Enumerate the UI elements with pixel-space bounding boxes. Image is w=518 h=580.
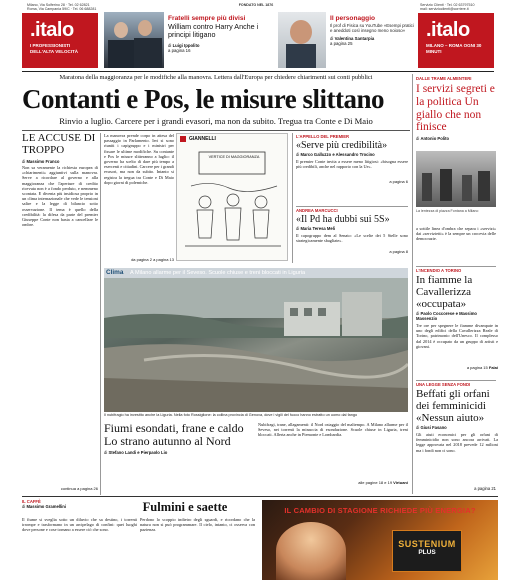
divider xyxy=(416,380,496,381)
clima-story[interactable] xyxy=(104,422,256,455)
article-premier[interactable] xyxy=(296,134,408,184)
service-email: mail: servizioclienti@corriere.it xyxy=(420,7,469,12)
section-page-author: Falai xyxy=(488,365,498,370)
section-page: a pagina 8 xyxy=(389,249,408,254)
sidebar-author: Antonio Polito xyxy=(420,136,450,142)
address-line-2: Roma, Via Campania 59/C · Tel. 06 688281 xyxy=(27,7,97,12)
ad-headline: IL CAMBIO DI STAGIONE RICHIEDE PIÙ ENERGIA? xyxy=(284,506,476,515)
divider xyxy=(22,130,410,131)
figure-shape xyxy=(422,173,432,201)
teaser-byline-prefix: di xyxy=(168,42,172,48)
teaser-author: Luigi Ippolito xyxy=(172,42,200,48)
clima-body: Nubifragi, trane, allagamenti: il Nord ostaggio del maltempo. A Milano allarme per il Seveso, nei torrenti la minaccia di esondazione. Scuole chiuse in Liguria, treni bloccati. Allerta anche in Piemonte e Lombardia. xyxy=(258,422,408,438)
section-body: Il premier Conte invita a essere meno litigiosi: «bisogna essere più credibili, anche nel rapporto con la Ue». xyxy=(296,159,408,170)
sidebar-label: DALLE TRAME ALMENTERI xyxy=(416,76,472,81)
sidebar-photo-caption: La lentezza di piazza Fontana a Milano xyxy=(416,209,479,213)
section-title: In fiamme la Cavallerizza «occupata» xyxy=(416,274,473,310)
byline-prefix: di xyxy=(22,504,26,509)
caffe-label: IL CAFFÈ xyxy=(22,499,41,504)
section-page: a pagina 6 xyxy=(389,179,408,184)
ad-product-box xyxy=(392,530,462,572)
face-shape xyxy=(138,20,152,36)
shirt-shape xyxy=(286,44,316,68)
teaser-author: Valentina Santarpia xyxy=(334,35,375,41)
editorial-body: Non sa veramente la richiesta europea di «chiarimenti» aggiuntivi sulla manovra. Serve a ricordare al governo e alla maggioranza che l'aperture di credito ricevuta non è a fondo perduto, e nemmeno scontata. E diventa più insidiosa proprio in un clima internazionale che vede le tensioni salire e la legge di bilancio sotto osservazione. Il tema è quello della credibilità: la difesa da parte del premier Giuseppe Conte non basta a cancellare le ombre. xyxy=(22,165,98,228)
editorial-page: continua a pagina 26 xyxy=(60,486,98,491)
byline-prefix: di xyxy=(416,136,420,142)
page-reference: a pagina 21 xyxy=(474,486,496,491)
section-body: Il capogruppo dem al Senato: «Le scelte dei 5 Stelle sono strategicamente sbagliate». xyxy=(296,233,408,244)
section-title: Beffati gli orfani dei femminicidi «Nessun aiuto» xyxy=(416,388,490,424)
ad-product-sub: PLUS xyxy=(418,549,436,556)
clima-authors: Stefano Landi e Pierpaolo Lio xyxy=(108,449,168,455)
clima-page-author: Virtuani xyxy=(393,480,408,485)
sustenium-ad[interactable] xyxy=(262,500,498,580)
sidebar-cavallerizza[interactable] xyxy=(416,268,498,370)
sidebar-orfani[interactable] xyxy=(416,382,498,482)
section-authors: Paolo Coccorese e Massimo Massenzio xyxy=(416,311,477,321)
clima-headline: A Milano allarme per il Seveso. Scuole chiuse e treni bloccati in Liguria xyxy=(130,269,306,276)
italo-ad-left[interactable] xyxy=(22,13,98,68)
lead-article-page: da pagina 2 a pagina 13 xyxy=(131,257,174,262)
caffe-body-left: Il fiume si sveglia sotto un diluvio che sa destino, i torrenti irrompe e trasformano in un arcipelago di confini: quei luoghi dove persone e cose tornano a essere ciò che sono. xyxy=(22,517,137,533)
teaser-princes[interactable] xyxy=(168,15,272,53)
section-author: Giusi Fasano xyxy=(420,425,447,430)
teaser-kicker: Fratelli sempre più divisi xyxy=(168,15,246,22)
byline-prefix: di xyxy=(296,226,300,231)
teaser-kicker: Il personaggio xyxy=(330,15,376,22)
section-title: «Il Pd ha dubbi sui 5S» xyxy=(296,214,390,225)
teaser-professor[interactable] xyxy=(330,15,416,46)
teaser-page: a pagina 16 xyxy=(168,47,191,53)
teaser-text: Il prof di Fisica su YouTube «Esempi pratici e aneddoti così insegno meno noioso» xyxy=(330,23,414,34)
face-shape xyxy=(114,22,128,38)
teaser-photo-professor xyxy=(278,12,326,68)
founded-line: FONDATO NEL 1876 xyxy=(238,3,274,7)
service-phone: Servizio Clienti · Tel. 02 63797510 xyxy=(420,3,475,7)
main-subhead: Rinvio a luglio. Carcere per i grandi evasori, ma non da subito. Tregua tra Conte e Di Maio xyxy=(59,116,373,126)
sidebar-body: a sottile linea d'ombra che separa i «servizi» dai «servizietti» è la sempre un crocevia delle democrazie. xyxy=(416,226,496,242)
italo-tagline: MILANO – ROMA OGNI 30 MINUTI xyxy=(426,43,482,54)
section-page: a pagina 15 xyxy=(466,365,488,370)
italo-logo: .italo xyxy=(426,19,470,41)
teaser-photo-princes xyxy=(104,12,164,68)
byline-prefix: di xyxy=(22,159,26,164)
cartoon-icon xyxy=(180,136,186,142)
masthead-service-right xyxy=(420,3,515,12)
clima-bar xyxy=(104,268,408,278)
section-author: Maria Teresa Meli xyxy=(300,226,336,231)
italo-tagline: I PROFESSIONISTI DELL'ALTA VELOCITÀ xyxy=(30,43,78,54)
section-label: L'APPELLO DEL PREMIER xyxy=(296,134,350,139)
suit-shape xyxy=(134,38,162,68)
teaser-page: a pagina 25 xyxy=(330,40,353,46)
figure-shape xyxy=(478,171,490,201)
divider xyxy=(22,71,494,72)
sidebar-photo-piazza xyxy=(416,151,496,207)
clima-kicker: Clima xyxy=(106,269,124,276)
divider xyxy=(416,266,496,267)
italo-logo: .italo xyxy=(30,19,74,41)
section-body: Gli aiuti economici per gli orfani di femminicidio non sono ancora arrivati. La legge approvata nel 2018 prevede 12 milioni ma i fondi non ci sono. xyxy=(416,432,498,453)
divider xyxy=(22,496,498,497)
figure-shape xyxy=(462,175,472,201)
cartoon-sign: VERTICE DI MAGGIORANZA xyxy=(208,155,260,159)
section-label: L'INCENDIO A TORINO xyxy=(416,268,462,273)
caffe-author: Massimo Gramellini xyxy=(26,504,66,509)
clima-caption: Il nubifragio ha investito anche la Liguria. Nella foto Rossiglione: la collina provincia di Genova, dove i vigili del fuoco hanno estratto un uomo dal fango xyxy=(104,413,358,417)
byline-prefix: di xyxy=(416,311,420,316)
cartoon-giannelli[interactable] xyxy=(176,133,288,261)
clima-page: alle pagine 18 e 19 xyxy=(358,480,393,485)
column-rule xyxy=(412,74,413,494)
address-line-1: Milano, Via Solferino 28 · Tel. 02 62821 xyxy=(27,3,90,7)
section-label: UNA LEGGE SENZA FONDI xyxy=(416,382,471,387)
caffe-body-right: Perdono lo scoppio indietro degli sguardi, e ricordano che la natura non si può programmare. Il cielo, intanto, ci osserva con pazienza. xyxy=(140,517,255,533)
lead-article-body: La manovra prende corpo in attesa del passaggio in Parlamento. Ieri si sono riuniti i capigruppo e i ministri per fissare le ultime modifiche. Su contante e Pos le misure slitteranno a luglio: il governo ha scelto di dare più tempo a esercenti e cittadini. Carcere per i grandi evasori, ma non da subito. Intanto si registra la tregua tra Conte e Di Maio dopo giorni di polemiche. xyxy=(104,133,174,185)
clima-photo xyxy=(104,278,408,412)
ad-figure xyxy=(276,522,346,580)
cartoon-drawing xyxy=(181,146,285,258)
editorial-title: LE ACCUSE DI TROPPO xyxy=(22,132,96,156)
teaser-title: William contro Harry Anche i principi litigano xyxy=(168,22,259,40)
main-strap: Maratona della maggioranza per le modifiche alla manovra. Lettera dall'Europa per chiedere chiarimenti sui conti pubblici xyxy=(59,74,373,81)
masthead-address-left xyxy=(27,3,107,12)
editorial[interactable] xyxy=(22,133,98,164)
flood-scene xyxy=(104,278,408,412)
byline-prefix: di xyxy=(296,152,300,157)
ad-product-name: SUSTENIUM xyxy=(398,539,456,549)
clima-story-title: Fiumi esondati, frane e caldo Lo strano autunno al Nord xyxy=(104,421,244,448)
face-shape xyxy=(290,20,312,44)
figure-shape xyxy=(440,169,452,201)
section-label: ANDREA MARCUCCI xyxy=(296,208,338,213)
italo-ad-right[interactable] xyxy=(418,13,494,68)
editorial-author: Massimo Franco xyxy=(26,159,60,164)
caffe-title: Fulmini e saette xyxy=(142,500,228,514)
main-headline[interactable]: Contanti e Pos, le misure slittano xyxy=(22,84,384,114)
section-authors: Marco Galluzzo e Alessandro Trocino xyxy=(300,152,375,157)
column-rule xyxy=(292,133,293,263)
suit-shape xyxy=(108,40,134,68)
divider xyxy=(296,206,408,207)
byline-prefix: di xyxy=(104,449,108,455)
article-marcucci[interactable] xyxy=(296,208,408,254)
section-body: Tre ore per spegnere le fiamme divampate in uno degli edifici della Cavallerizza Reale di Torino, patrimonio dell'Unesco. Il complesso dal 2014 è occupato da un gruppo di artisti e giovani. xyxy=(416,323,498,349)
sidebar-servizi[interactable] xyxy=(416,76,498,141)
byline-prefix: di xyxy=(416,425,420,430)
column-rule xyxy=(100,133,101,495)
section-title: «Serve più credibilità» xyxy=(296,140,388,151)
sidebar-title: I servizi segreti e la politica Un giallo che non finisce xyxy=(416,83,495,134)
teaser-byline-prefix: di xyxy=(330,35,334,41)
cartoon-label: GIANNELLI xyxy=(189,136,216,142)
